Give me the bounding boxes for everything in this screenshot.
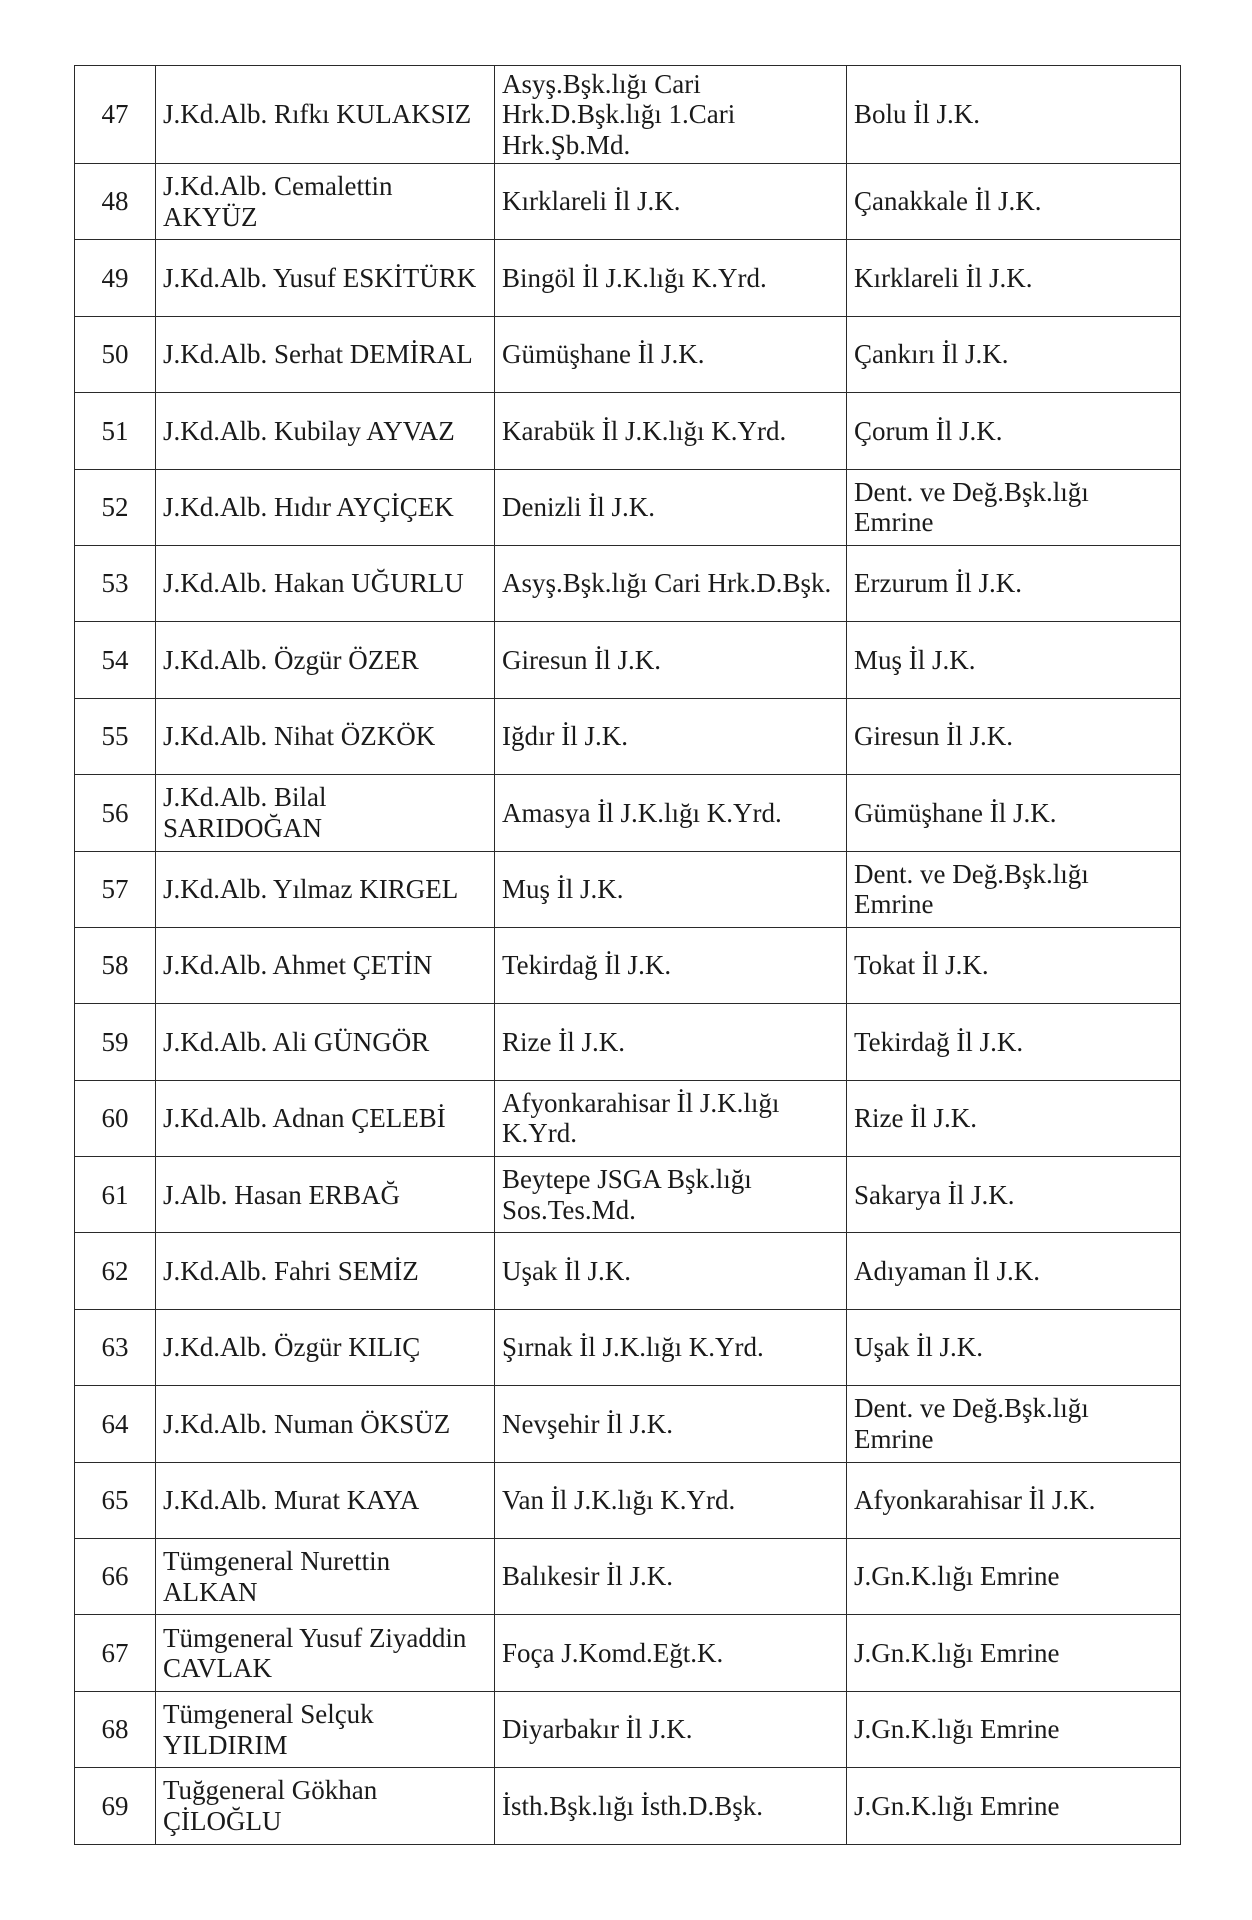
table-row: [75, 1157, 1181, 1233]
row-number: 58: [75, 927, 156, 1003]
current-post: Afyonkarahisar İl J.K.lığı K.Yrd.: [495, 1080, 847, 1156]
table-row: [75, 1386, 1181, 1462]
row-number: 64: [75, 1386, 156, 1462]
row-number: 55: [75, 698, 156, 774]
current-post: Amasya İl J.K.lığı K.Yrd.: [495, 775, 847, 851]
new-post: Uşak İl J.K.: [847, 1309, 1181, 1385]
table-row: [75, 1768, 1181, 1844]
new-post: Dent. ve Değ.Bşk.lığı Emrine: [847, 469, 1181, 545]
current-post: Gümüşhane İl J.K.: [495, 316, 847, 392]
new-post: Tokat İl J.K.: [847, 927, 1181, 1003]
current-post: Nevşehir İl J.K.: [495, 1386, 847, 1462]
row-number: 47: [75, 66, 156, 164]
officer-name: J.Kd.Alb. Fahri SEMİZ: [156, 1233, 495, 1309]
table-row: [75, 851, 1181, 927]
officer-name: J.Kd.Alb. Nihat ÖZKÖK: [156, 698, 495, 774]
current-post: Karabük İl J.K.lığı K.Yrd.: [495, 393, 847, 469]
row-number: 63: [75, 1309, 156, 1385]
table-row: [75, 1539, 1181, 1615]
new-post: J.Gn.K.lığı Emrine: [847, 1768, 1181, 1844]
current-post: Bingöl İl J.K.lığı K.Yrd.: [495, 240, 847, 316]
officer-name: J.Kd.Alb. Yusuf ESKİTÜRK: [156, 240, 495, 316]
new-post: Dent. ve Değ.Bşk.lığı Emrine: [847, 1386, 1181, 1462]
officer-name: J.Kd.Alb. Ali GÜNGÖR: [156, 1004, 495, 1080]
table-row: [75, 1004, 1181, 1080]
table-row: [75, 66, 1181, 164]
table-row: [75, 545, 1181, 621]
officer-name: Tümgeneral Yusuf Ziyaddin CAVLAK: [156, 1615, 495, 1691]
new-post: Rize İl J.K.: [847, 1080, 1181, 1156]
current-post: Uşak İl J.K.: [495, 1233, 847, 1309]
officer-name: J.Kd.Alb. Kubilay AYVAZ: [156, 393, 495, 469]
officer-name: J.Kd.Alb. Murat KAYA: [156, 1462, 495, 1538]
table-row: [75, 164, 1181, 240]
current-post: Van İl J.K.lığı K.Yrd.: [495, 1462, 847, 1538]
row-number: 54: [75, 622, 156, 698]
officer-name: Tümgeneral Nurettin ALKAN: [156, 1539, 495, 1615]
new-post: Afyonkarahisar İl J.K.: [847, 1462, 1181, 1538]
row-number: 62: [75, 1233, 156, 1309]
new-post: Sakarya İl J.K.: [847, 1157, 1181, 1233]
table-row: [75, 1080, 1181, 1156]
officer-name: J.Kd.Alb. Özgür KILIÇ: [156, 1309, 495, 1385]
officer-name: J.Kd.Alb. Hıdır AYÇİÇEK: [156, 469, 495, 545]
new-post: J.Gn.K.lığı Emrine: [847, 1539, 1181, 1615]
row-number: 68: [75, 1691, 156, 1767]
officer-name: J.Kd.Alb. Ahmet ÇETİN: [156, 927, 495, 1003]
new-post: Çanakkale İl J.K.: [847, 164, 1181, 240]
current-post: Asyş.Bşk.lığı Cari Hrk.D.Bşk.: [495, 545, 847, 621]
row-number: 50: [75, 316, 156, 392]
current-post: İsth.Bşk.lığı İsth.D.Bşk.: [495, 1768, 847, 1844]
new-post: Gümüşhane İl J.K.: [847, 775, 1181, 851]
current-post: Iğdır İl J.K.: [495, 698, 847, 774]
officer-name: J.Kd.Alb. Adnan ÇELEBİ: [156, 1080, 495, 1156]
new-post: Çankırı İl J.K.: [847, 316, 1181, 392]
officer-name: J.Kd.Alb. Rıfkı KULAKSIZ: [156, 66, 495, 164]
table-row: [75, 1462, 1181, 1538]
current-post: Giresun İl J.K.: [495, 622, 847, 698]
table-row: [75, 622, 1181, 698]
officer-name: J.Kd.Alb. Numan ÖKSÜZ: [156, 1386, 495, 1462]
new-post: Kırklareli İl J.K.: [847, 240, 1181, 316]
table-row: [75, 1233, 1181, 1309]
row-number: 57: [75, 851, 156, 927]
table-row: [75, 775, 1181, 851]
row-number: 49: [75, 240, 156, 316]
new-post: Çorum İl J.K.: [847, 393, 1181, 469]
row-number: 48: [75, 164, 156, 240]
officer-name: Tümgeneral Selçuk YILDIRIM: [156, 1691, 495, 1767]
table-row: [75, 698, 1181, 774]
row-number: 56: [75, 775, 156, 851]
officer-name: J.Kd.Alb. Hakan UĞURLU: [156, 545, 495, 621]
row-number: 66: [75, 1539, 156, 1615]
row-number: 51: [75, 393, 156, 469]
row-number: 53: [75, 545, 156, 621]
current-post: Beytepe JSGA Bşk.lığı Sos.Tes.Md.: [495, 1157, 847, 1233]
appointment-table: [74, 65, 1181, 1845]
current-post: Asyş.Bşk.lığı Cari Hrk.D.Bşk.lığı 1.Cari Hrk.Şb.Md.: [495, 66, 847, 164]
new-post: Adıyaman İl J.K.: [847, 1233, 1181, 1309]
current-post: Denizli İl J.K.: [495, 469, 847, 545]
current-post: Kırklareli İl J.K.: [495, 164, 847, 240]
new-post: J.Gn.K.lığı Emrine: [847, 1691, 1181, 1767]
table-row: [75, 1615, 1181, 1691]
table-row: [75, 240, 1181, 316]
new-post: J.Gn.K.lığı Emrine: [847, 1615, 1181, 1691]
current-post: Şırnak İl J.K.lığı K.Yrd.: [495, 1309, 847, 1385]
table-row: [75, 1691, 1181, 1767]
new-post: Giresun İl J.K.: [847, 698, 1181, 774]
table-row: [75, 393, 1181, 469]
officer-name: J.Kd.Alb. Bilal SARIDOĞAN: [156, 775, 495, 851]
current-post: Diyarbakır İl J.K.: [495, 1691, 847, 1767]
row-number: 69: [75, 1768, 156, 1844]
row-number: 65: [75, 1462, 156, 1538]
new-post: Tekirdağ İl J.K.: [847, 1004, 1181, 1080]
new-post: Muş İl J.K.: [847, 622, 1181, 698]
new-post: Dent. ve Değ.Bşk.lığı Emrine: [847, 851, 1181, 927]
new-post: Bolu İl J.K.: [847, 66, 1181, 164]
current-post: Balıkesir İl J.K.: [495, 1539, 847, 1615]
officer-name: J.Kd.Alb. Yılmaz KIRGEL: [156, 851, 495, 927]
officer-name: J.Kd.Alb. Serhat DEMİRAL: [156, 316, 495, 392]
table-row: [75, 927, 1181, 1003]
current-post: Foça J.Komd.Eğt.K.: [495, 1615, 847, 1691]
officer-name: J.Kd.Alb. Cemalettin AKYÜZ: [156, 164, 495, 240]
officer-name: J.Kd.Alb. Özgür ÖZER: [156, 622, 495, 698]
table-row: [75, 1309, 1181, 1385]
row-number: 61: [75, 1157, 156, 1233]
row-number: 59: [75, 1004, 156, 1080]
current-post: Rize İl J.K.: [495, 1004, 847, 1080]
new-post: Erzurum İl J.K.: [847, 545, 1181, 621]
row-number: 52: [75, 469, 156, 545]
current-post: Muş İl J.K.: [495, 851, 847, 927]
officer-name: Tuğgeneral Gökhan ÇİLOĞLU: [156, 1768, 495, 1844]
table-row: [75, 316, 1181, 392]
current-post: Tekirdağ İl J.K.: [495, 927, 847, 1003]
row-number: 67: [75, 1615, 156, 1691]
row-number: 60: [75, 1080, 156, 1156]
table-row: [75, 469, 1181, 545]
officer-name: J.Alb. Hasan ERBAĞ: [156, 1157, 495, 1233]
